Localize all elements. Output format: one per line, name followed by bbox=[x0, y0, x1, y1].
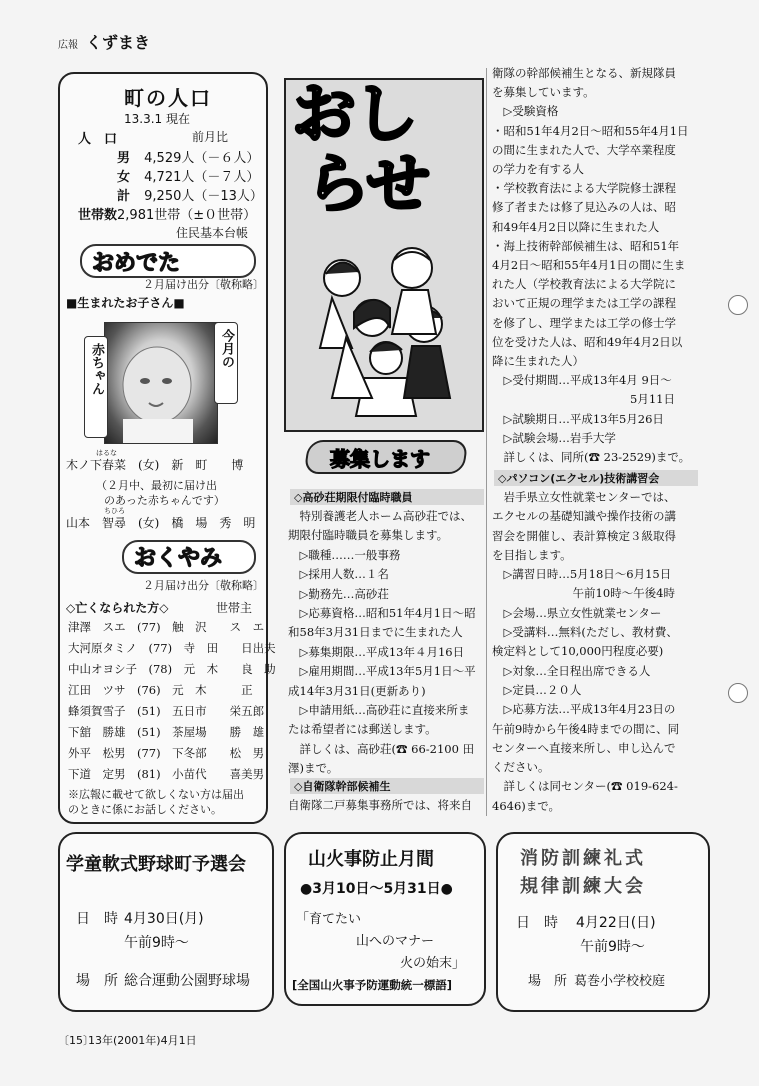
takasago-line: ▷雇用期間…平成13年5月1日～平 bbox=[288, 664, 476, 679]
family-illustration bbox=[312, 238, 472, 418]
okuyami-row: 外平 松男 (77) 下冬部 松 男 bbox=[68, 746, 265, 760]
fire-slogan-3: 火の始末」 bbox=[400, 956, 466, 971]
pc-line: センターへ直接来所し、申し込んで bbox=[492, 740, 676, 755]
baby-photo bbox=[104, 322, 218, 444]
takasago-line: ▷募集期限…平成13年４月16日 bbox=[288, 644, 465, 659]
households-value: 2,981世帯（±０世帯） bbox=[117, 208, 257, 223]
baseball-place-label: 場 所 bbox=[76, 973, 118, 989]
population-row-households bbox=[78, 204, 256, 223]
drill-time: 午前9時～ bbox=[580, 939, 645, 955]
right-line: ・学校教育法による大学院修士課程 bbox=[492, 181, 676, 196]
page-number: 〔15〕 bbox=[58, 1034, 94, 1047]
baseball-title: 学童軟式野球町予選会 bbox=[66, 854, 246, 875]
drill-place-label: 場 所 bbox=[528, 974, 568, 989]
okuyami-title: おくやみ bbox=[134, 546, 223, 571]
okuyami-row: 下舘 勝雄 (51) 茶屋場 勝 雄 bbox=[68, 725, 265, 739]
pc-line: ▷受講料…無料(ただし、教材費、 bbox=[492, 625, 678, 640]
jieitai-header: ◇自衛隊幹部候補生 bbox=[290, 778, 484, 794]
baseball-date: 4月30日(月) bbox=[124, 911, 204, 927]
drill-title-1: 消防訓練礼式 bbox=[520, 848, 646, 869]
right-line: 5月11日 bbox=[492, 392, 675, 407]
pc-line: 岩手県立女性就業センターでは、 bbox=[492, 490, 676, 504]
row-value: 9,250人（－13人） bbox=[144, 189, 263, 204]
takasago-line: たは希望者には郵送します。 bbox=[288, 722, 437, 737]
takasago-header: ◇高砂荘期限付臨時職員 bbox=[290, 489, 484, 505]
right-line: ▷試験期日…平成13年5月26日 bbox=[492, 411, 664, 426]
households-label: 世帯数 bbox=[78, 208, 118, 223]
pc-line: 4646)まで。 bbox=[492, 798, 561, 813]
banner-left bbox=[84, 336, 108, 438]
fire-slogan-1: 「育てたい bbox=[296, 912, 362, 927]
okuyami-row: 津澤 スエ (77) 触 沢 ス エ bbox=[68, 620, 265, 634]
okuyami-note: ２月届け出分〔敬称略〕 bbox=[143, 579, 264, 592]
right-line: れた人（学校教育法による大学院に bbox=[492, 277, 676, 292]
masthead-kouhou: 広報 bbox=[58, 40, 78, 51]
fire-title: 山火事防止月間 bbox=[308, 849, 434, 870]
pc-course-header: ◇パソコン(エクセル)技術講習会 bbox=[494, 470, 698, 486]
right-line: 修了者または修了見込みの人は、昭 bbox=[492, 200, 676, 215]
baby-face-icon bbox=[105, 323, 217, 443]
pc-line: 午前10時～午後4時 bbox=[492, 586, 675, 601]
okuyami-header-right: 世帯主 bbox=[216, 601, 253, 615]
okuyami-footer-1: ※広報に載せて欲しくない方は届出 bbox=[68, 788, 244, 801]
pc-line: 検定料として10,000円程度必要) bbox=[492, 644, 664, 659]
right-line: ▷試験会場…岩手大学 bbox=[492, 430, 616, 445]
okuyami-row: 大河原タミノ (77) 寺 田 日出夫 bbox=[68, 641, 276, 655]
omedeta-title: おめでた bbox=[92, 251, 181, 276]
baseball-date-label: 日 時 bbox=[76, 911, 118, 927]
right-line: の学力を有する人 bbox=[492, 162, 584, 177]
right-line: ▷受験資格 bbox=[492, 104, 559, 119]
baby-ruby-1: はるな bbox=[96, 449, 117, 457]
pc-line: 詳しくは同センター(☎ 019-624- bbox=[492, 779, 678, 794]
row-label: 計 bbox=[116, 189, 130, 204]
population-date: 13.3.1 現在 bbox=[124, 112, 190, 126]
row-label: 女 bbox=[116, 170, 130, 185]
pc-line: ▷応募方法…平成13年4月23日の bbox=[492, 702, 676, 717]
jieitai-line: 自衛隊二戸募集事務所では、将来自 bbox=[288, 798, 472, 812]
pc-line: 午前9時から午後4時までの間に、同 bbox=[492, 721, 680, 736]
births-section: ■生まれたお子さん■ bbox=[66, 296, 185, 310]
right-line: 和49年4月2日以降に生まれた人 bbox=[492, 219, 660, 234]
drill-date: 4月22日(日) bbox=[576, 915, 656, 931]
pc-line: 習会を開催し、表計算検定３級取得 bbox=[492, 528, 676, 543]
population-source: 住民基本台帳 bbox=[176, 226, 249, 240]
pc-line: エクセルの基礎知識や操作技術の講 bbox=[492, 509, 676, 524]
okuyami-footer-2: のときに係にお話しください。 bbox=[68, 803, 222, 816]
omedeta-note: ２月届け出分〔敬称略〕 bbox=[143, 278, 264, 291]
takasago-line: 成14年3月31日(更新あり) bbox=[288, 683, 426, 698]
masthead-title: くずまき bbox=[86, 33, 151, 52]
banner-right-text: 今月の bbox=[219, 329, 234, 368]
takasago-body bbox=[288, 507, 484, 779]
right-line: ・海上技術幹部候補生は、昭和51年 bbox=[492, 238, 680, 253]
right-line: 衛隊の幹部候補生となる、新規隊員 bbox=[492, 66, 676, 80]
oshirase-title-1: おし bbox=[292, 78, 416, 152]
pc-line: ▷会場…県立女性就業センター bbox=[492, 605, 662, 620]
pc-line: ▷定員…２０人 bbox=[492, 682, 582, 697]
takasago-line: ▷応募資格…昭和51年4月1日～昭 bbox=[288, 606, 476, 621]
banner-right bbox=[214, 322, 238, 404]
banner-left-text: 赤ちゃん bbox=[89, 343, 104, 395]
right-line: の間に生まれた人で、大学卒業程度 bbox=[492, 142, 676, 157]
boshuu-title: 募集します bbox=[330, 447, 430, 471]
okuyami-row: 蜂須賀雪子 (51) 五日市 栄五郎 bbox=[68, 704, 265, 718]
fire-slogan-2: 山へのマナー bbox=[356, 934, 435, 949]
jieitai-body bbox=[288, 796, 484, 815]
row-label: 男 bbox=[116, 151, 130, 166]
baby-entry-sub-2: のあった赤ちゃんです） bbox=[104, 494, 225, 507]
okuyami-row: 下道 定男 (81) 小苗代 喜美男 bbox=[68, 767, 265, 781]
jieitai-continued bbox=[492, 64, 706, 467]
drill-date-label: 日 時 bbox=[516, 915, 558, 931]
population-prev-label: 前月比 bbox=[192, 130, 229, 144]
takasago-line: 特別養護老人ホーム高砂荘では、 bbox=[288, 509, 472, 523]
takasago-line: 期限付臨時職員を募集します。 bbox=[288, 528, 449, 543]
takasago-line: 澤)まで。 bbox=[288, 761, 339, 776]
pc-course-body bbox=[492, 488, 706, 816]
column-divider bbox=[486, 68, 487, 816]
takasago-line: 詳しくは、高砂荘(☎ 66-2100 田 bbox=[288, 741, 475, 756]
right-line: ・昭和51年4月2日～昭和55年4月1日 bbox=[492, 123, 689, 138]
okuyami-header-left: ◇亡くなられた方◇ bbox=[66, 601, 169, 615]
right-line: を修了し、理学または工学の修士学 bbox=[492, 315, 676, 330]
right-line: 位を受けた人は、昭和49年4月2日以 bbox=[492, 334, 683, 349]
fire-period: ●3月10日～5月31日● bbox=[300, 881, 453, 897]
right-line: 詳しくは、同所(☎ 23-2529)まで。 bbox=[492, 450, 691, 465]
right-line: おいて正規の理学または工学の課程 bbox=[492, 296, 676, 311]
binder-hole bbox=[728, 295, 748, 315]
takasago-line: ▷職種……一般事務 bbox=[288, 547, 401, 562]
population-row-female bbox=[78, 166, 259, 185]
population-label: 人 口 bbox=[78, 132, 118, 147]
oshirase-title-2: らせ bbox=[306, 148, 429, 222]
baseball-place: 総合運動公園野球場 bbox=[124, 973, 250, 989]
baby-ruby-2: ちひろ bbox=[104, 507, 125, 515]
population-title: 町の人口 bbox=[124, 86, 212, 110]
binder-hole bbox=[728, 683, 748, 703]
right-line: 降に生まれた人） bbox=[492, 354, 584, 369]
drill-place: 葛巻小学校校庭 bbox=[574, 974, 666, 989]
row-value: 4,529人（－６人） bbox=[144, 151, 260, 166]
takasago-line: ▷採用人数…１名 bbox=[288, 567, 389, 582]
takasago-line: 和58年3月31日までに生まれた人 bbox=[288, 625, 463, 640]
takasago-line: ▷勤務先…高砂荘 bbox=[288, 586, 389, 601]
issue-date: 13年(2001年)4月1日 bbox=[88, 1034, 197, 1047]
row-value: 4,721人（－７人） bbox=[144, 170, 260, 185]
baby-entry-1: 木ノ下春菜 (女) 新 町 博 bbox=[66, 458, 244, 472]
right-line: を募集しています。 bbox=[492, 85, 595, 100]
baby-entry-2: 山本 智尋 (女) 橋 場 秀 明 bbox=[66, 516, 256, 530]
okuyami-row: 江田 ツサ (76) 元 木 正 bbox=[68, 683, 253, 697]
drill-title-2: 規律訓練大会 bbox=[520, 876, 646, 897]
right-line: 4月2日～昭和55年4月1日の間に生ま bbox=[492, 258, 686, 273]
baby-entry-sub-1: （２月中、最初に届け出 bbox=[96, 479, 217, 492]
population-row-total bbox=[78, 185, 263, 204]
pc-line: を目指します。 bbox=[492, 547, 572, 562]
baseball-time: 午前9時～ bbox=[124, 935, 189, 951]
takasago-line: ▷申請用紙…高砂荘に直接来所ま bbox=[288, 703, 470, 718]
fire-footer: [全国山火事予防運動統一標語] bbox=[292, 978, 453, 992]
okuyami-row: 中山オヨシ子 (78) 元 木 良 助 bbox=[68, 662, 276, 676]
pc-line: ▷講習日時…5月18日～6月15日 bbox=[492, 567, 672, 582]
population-row-male bbox=[78, 147, 259, 166]
pc-line: ください。 bbox=[492, 760, 550, 775]
pc-line: ▷対象…全日程出席できる人 bbox=[492, 663, 651, 678]
right-line: ▷受付期間…平成13年4月 9日～ bbox=[492, 373, 672, 388]
